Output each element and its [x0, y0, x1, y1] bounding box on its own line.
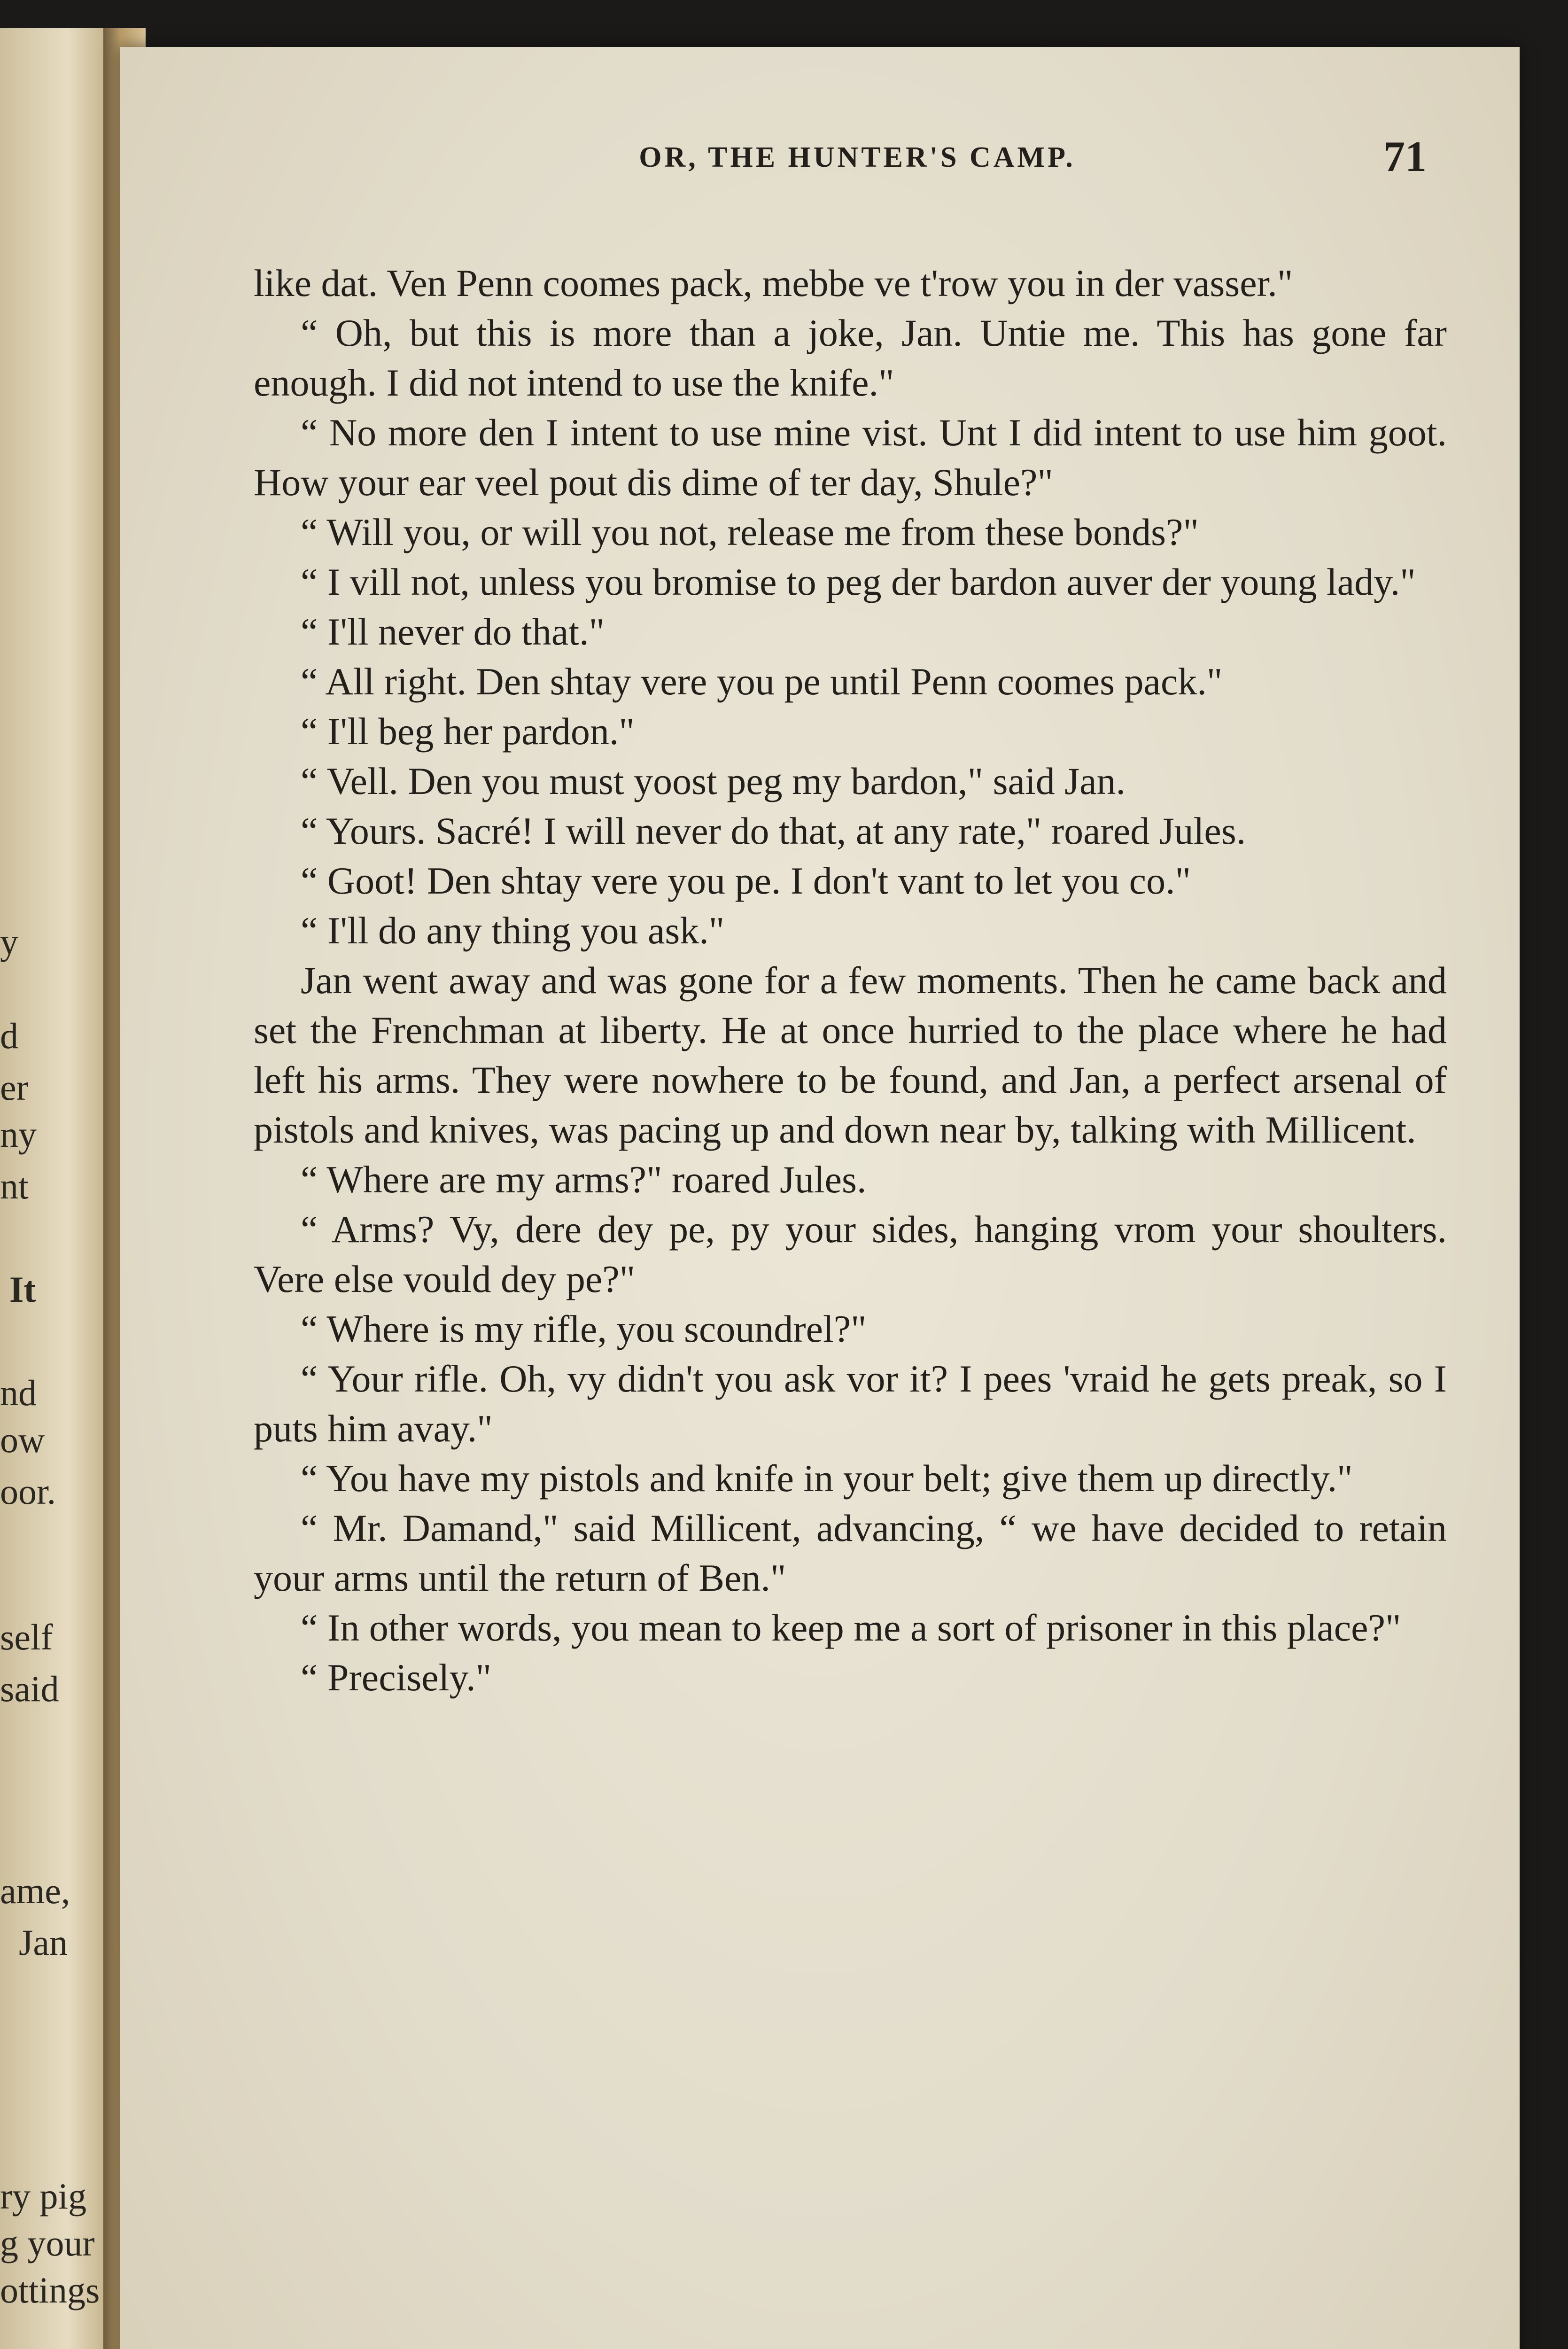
- paragraph: “ No more den I intent to use mine vist. Unt I did intent to use him goot. How your ear veel pout dis dime of ter day, Shule?": [254, 411, 1447, 504]
- facing-page-fragment: Jan: [19, 1922, 68, 1963]
- facing-page-fragment: nt: [0, 1166, 29, 1206]
- facing-page-fragment: ny: [0, 1114, 37, 1155]
- paragraph: “ I'll never do that.": [301, 610, 605, 653]
- paragraph: “ Arms? Vy, dere dey pe, py your sides, hanging vrom your shoulters. Vere else vould dey pe?": [254, 1208, 1447, 1300]
- paragraph: “ Precisely.": [301, 1656, 492, 1699]
- facing-page-fragment: er: [0, 1067, 29, 1108]
- facing-page-fragment: nd: [0, 1372, 37, 1413]
- facing-page-fragment: oor.: [0, 1471, 56, 1512]
- paragraph: “ You have my pistols and knife in your belt; give them up directly.": [301, 1457, 1353, 1500]
- paragraph: “ I'll beg her pardon.": [301, 710, 635, 753]
- paragraph: “ I'll do any thing you ask.": [301, 909, 725, 952]
- facing-page-fragment: y: [0, 921, 18, 962]
- paragraph: like dat. Ven Penn coomes pack, mebbe ve t'row you in der vasser.": [254, 262, 1293, 304]
- book-page: [120, 47, 1520, 2349]
- facing-page-fragment: d: [0, 1015, 18, 1056]
- paragraph: “ Where is my rifle, you scoundrel?": [301, 1307, 867, 1350]
- paragraph: “ In other words, you mean to keep me a sort of prisoner in this place?": [301, 1606, 1401, 1649]
- paragraph: “ Your rifle. Oh, vy didn't you ask vor it? I pees 'vraid he gets preak, so I puts him avay.": [254, 1357, 1447, 1450]
- paragraph: “ Oh, but this is more than a joke, Jan. Untie me. This has gone far enough. I did not intend to use the knife.": [254, 311, 1447, 404]
- paragraph: “ Will you, or will you not, release me from these bonds?": [301, 511, 1199, 553]
- facing-page-fragment: self: [0, 1617, 53, 1657]
- facing-page-fragment: said: [0, 1668, 59, 1709]
- facing-page-fragment: ow: [0, 1419, 45, 1460]
- body-text: [254, 258, 1447, 1703]
- facing-page-fragment: g your: [0, 2223, 95, 2263]
- paragraph: “ Vell. Den you must yoost peg my bardon," said Jan.: [301, 760, 1126, 802]
- page-number: 71: [1383, 132, 1427, 180]
- paragraph: “ Mr. Damand," said Millicent, advancing, “ we have decided to retain your arms until the return of Ben.": [254, 1507, 1447, 1599]
- facing-page-fragment: It: [9, 1269, 36, 1310]
- facing-page-fragment: ottings: [0, 2270, 100, 2310]
- paragraph: “ Yours. Sacré! I will never do that, at any rate," roared Jules.: [301, 809, 1246, 852]
- paragraph: “ All right. Den shtay vere you pe until Penn coomes pack.": [301, 660, 1223, 703]
- facing-page-fragment: ame,: [0, 1870, 70, 1911]
- facing-page-fragment: ry pig: [0, 2176, 87, 2217]
- paragraph: “ Goot! Den shtay vere you pe. I don't vant to let you co.": [301, 859, 1191, 902]
- running-head: OR, THE HUNTER'S CAMP.: [639, 141, 1076, 173]
- paragraph: “ Where are my arms?" roared Jules.: [301, 1158, 867, 1201]
- paragraph: Jan went away and was gone for a few moments. Then he came back and set the Frenchman at liberty. He at once hurried to the place where he had left his arms. They were nowhere to be found, and Jan, a perfect arsenal of pistols and knives, was pacing up and down near by, talking with Millicent.: [254, 959, 1447, 1151]
- paragraph: “ I vill not, unless you bromise to peg der bardon auver der young lady.": [301, 560, 1416, 603]
